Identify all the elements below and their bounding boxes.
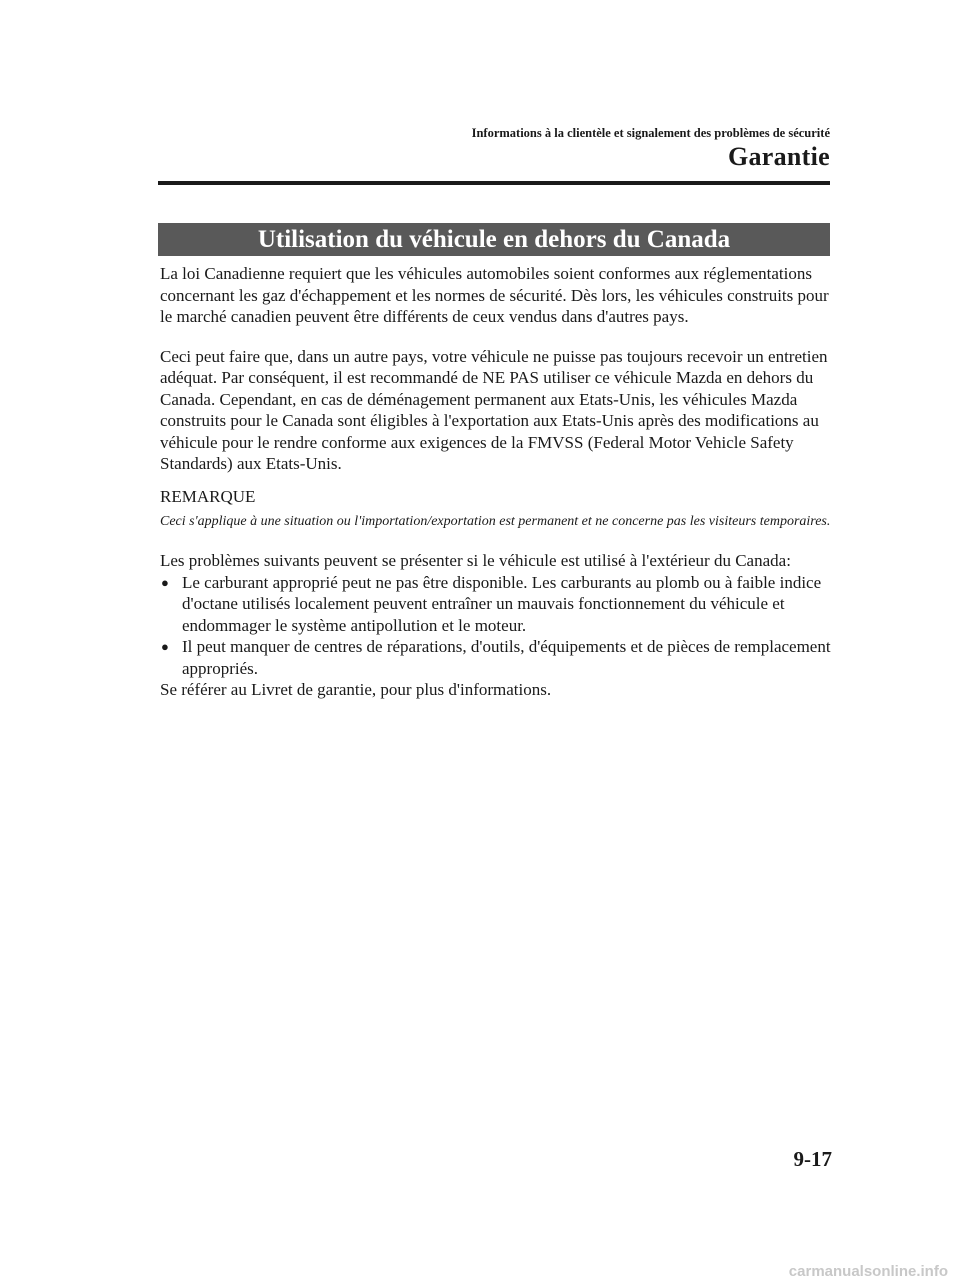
chapter-subtitle: Informations à la clientèle et signalement des problèmes de sécurité	[471, 126, 830, 140]
watermark: carmanualsonline.info	[788, 1263, 948, 1280]
closing-text: Se référer au Livret de garantie, pour plus d'informations.	[160, 680, 552, 699]
header-divider	[158, 181, 830, 185]
chapter-title: Garantie	[727, 142, 830, 171]
bullet-icon: ●	[161, 574, 169, 590]
problems-intro: Les problèmes suivants peuvent se présenter si le véhicule est utilisé à l'extérieur du Canada:	[160, 551, 791, 570]
body-content	[160, 263, 832, 701]
list-item	[160, 572, 832, 637]
problems-list	[160, 572, 832, 680]
page-number: 9-17	[793, 1147, 832, 1171]
bullet-icon: ●	[161, 639, 169, 654]
note-label: REMARQUE	[160, 486, 256, 506]
list-item-text: Il peut manquer de centres de réparations, d'outils, d'équipements et de pièces de remplacement appropriés.	[182, 637, 831, 678]
note-text: Ceci s'applique à une situation ou l'importation/exportation est permanent et ne concerne pas les visiteurs temporaires.	[160, 514, 831, 529]
section-heading: Utilisation du véhicule en dehors du Canada	[158, 223, 830, 256]
list-item	[160, 636, 832, 679]
paragraph-1: La loi Canadienne requiert que les véhicules automobiles soient conformes aux réglementations concernant les gaz d'échappement et les normes de sécurité. Dès lors, les véhicules construits pour le marché canadien peuvent être différents de ceux vendus dans d'autres pays.	[160, 264, 829, 326]
paragraph-2: Ceci peut faire que, dans un autre pays, votre véhicule ne puisse pas toujours recevoir un entretien adéquat. Par conséquent, il est recommandé de NE PAS utiliser ce véhicule Mazda en dehors du Canada. Cependant, en cas de déménagement permanent aux Etats-Unis, les véhicules Mazda construits pour le Canada sont éligibles à l'exportation aux Etats-Unis après des modifications au véhicule pour le rendre conforme aux exigences de la FMVSS (Federal Motor Vehicle Safety Standards) aux Etats-Unis.	[160, 346, 828, 473]
list-item-text: Le carburant approprié peut ne pas être disponible. Les carburants au plomb ou à faible indice d'octane utilisés localement peuvent entraîner un mauvais fonctionnement du véhicule et endommager le système antipollution et le moteur.	[182, 572, 822, 635]
